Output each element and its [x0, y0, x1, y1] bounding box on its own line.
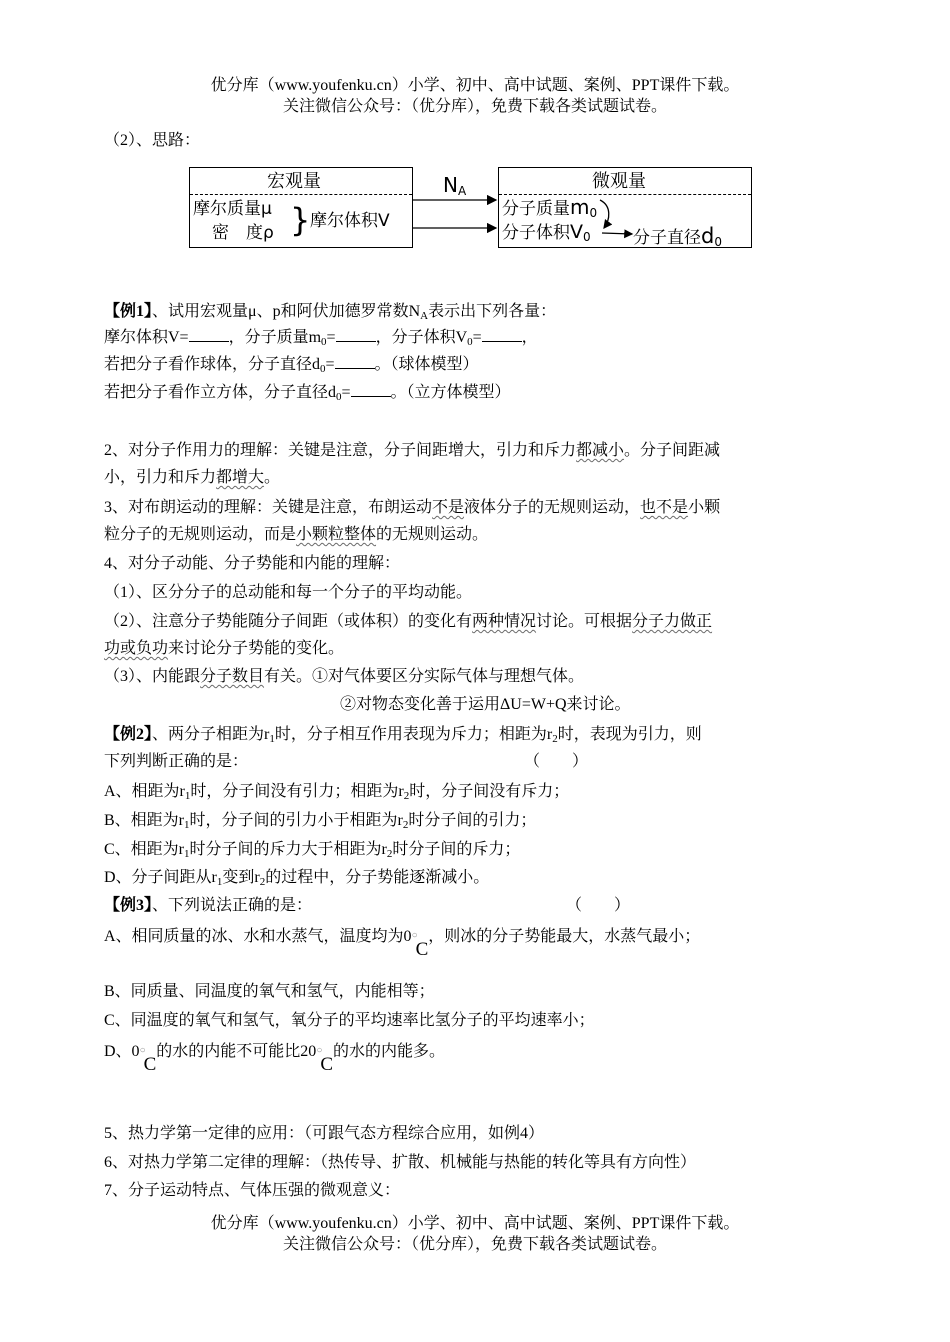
blank-cube-diameter — [351, 382, 391, 397]
section-thinking: （2）、思路： — [104, 132, 201, 149]
blank-molecule-volume — [482, 327, 522, 342]
point-3-line1: 3、对布朗运动的理解：关键是注意，布朗运动不是液体分子的无规则运动，也不是小颗 — [104, 499, 721, 516]
brace: } — [290, 201, 311, 239]
ex3-option-d: D、0○C的水的内能不可能比20○C的水的内能多。 — [104, 1043, 446, 1075]
point-4: 4、对分子动能、分子势能和内能的理解： — [104, 555, 401, 572]
molecule-diameter-label: 分子直径$d_0$ — [633, 224, 722, 249]
blank-molar-volume — [189, 327, 229, 342]
ex1-line2: 摩尔体积V= ，分子质量$m_0=$ ，分子体积$V_0=$ ， — [104, 329, 538, 348]
ex3-option-a: A、相同质量的冰、水和水蒸气，温度均为0○C，则冰的分子势能最大，水蒸气最小； — [104, 928, 701, 960]
micro-title: 微观量 — [592, 171, 646, 192]
micro-divider — [499, 194, 751, 195]
molecule-mass-label: 分子质量$m_0$ — [502, 195, 598, 220]
ex2-line2: 下列判断正确的是： — [104, 753, 249, 770]
macro-title: 宏观量 — [267, 171, 321, 192]
arrows — [412, 185, 502, 235]
ex3-option-b: B、同质量、同温度的氧气和氢气，内能相等； — [104, 983, 435, 1000]
point-6: 6、对热力学第二定律的理解：（热传导、扩散、机械能与热能的转化等具有方向性） — [104, 1154, 697, 1171]
point-4-2-line1: （2）、注意分子势能随分子间距（或体积）的变化有两种情况讨论。可根据分子力做正 — [104, 613, 713, 630]
ex2-option-b: B、相距为$r_1$时，分子间的引力小于相距为$r_2$时分子间的引力； — [104, 812, 537, 831]
blank-sphere-diameter — [335, 354, 375, 369]
point-4-2-line2: 功或负功来讨论分子势能的变化。 — [104, 640, 345, 657]
ex2-option-a: A、相距为$r_1$时，分子间没有引力；相距为$r_2$时，分子间没有斥力； — [104, 783, 570, 802]
footer-line-2: 关注微信公众号：（优分库），免费下载各类试题试卷。 — [282, 1236, 667, 1253]
header-line-1: 优分库（www.youfenku.cn）小学、初中、高中试题、案例、PPT课件下载。 — [210, 77, 740, 94]
ex2-answer-paren: （ ） — [524, 753, 589, 770]
footer-line-1: 优分库（www.youfenku.cn）小学、初中、高中试题、案例、PPT课件下载。 — [210, 1215, 740, 1232]
blank-molecule-mass — [336, 327, 376, 342]
density-label: 密 度ρ — [212, 223, 274, 243]
mass-to-volume-arrow — [600, 200, 609, 228]
point-5: 5、热力学第一定律的应用：（可跟气态方程综合应用，如例4） — [104, 1125, 545, 1142]
ex3-answer-paren: （ ） — [566, 897, 631, 914]
molar-volume-label: 摩尔体积V — [310, 211, 390, 231]
point-7: 7、分子运动特点、气体压强的微观意义： — [104, 1182, 401, 1199]
molar-mass-label: 摩尔质量μ — [193, 199, 272, 219]
point-4-1: （1）、区分分子的总动能和每一个分子的平均动能。 — [104, 584, 473, 601]
macro-divider — [190, 194, 412, 195]
point-4-3-line2: ②对物态变化善于运用ΔU=W+Q来讨论。 — [340, 696, 631, 713]
ex2-option-d: D、分子间距从$r_1$变到$r_2$的过程中，分子势能逐渐减小。 — [104, 869, 490, 888]
ex2-line1: 【例2】、两分子相距为$r_1$时，分子相互作用表现为斥力；相距为$r_2$时，表现为引力，则 — [104, 726, 702, 745]
point-3-line2: 粒分子的无规则运动，而是小颗粒整体的无规则运动。 — [104, 526, 489, 543]
header-line-2: 关注微信公众号：（优分库），免费下载各类试题试卷。 — [282, 98, 667, 115]
molecule-volume-label: 分子体积$V_0$ — [502, 221, 591, 244]
point-4-3-line1: （3）、内能跟分子数目有关。①对气体要区分实际气体与理想气体。 — [104, 668, 585, 685]
ex3-line1: 【例3】、下列说法正确的是： — [104, 897, 313, 914]
point-2-line2: 小，引力和斥力都增大。 — [104, 469, 281, 486]
ex2-option-c: C、相距为$r_1$时分子间的斥力大于相距为$r_2$时分子间的斥力； — [104, 841, 521, 860]
micro-arrows — [578, 196, 638, 242]
ex3-option-c: C、同温度的氧气和氢气，氧分子的平均速率比氢分子的平均速率小； — [104, 1012, 595, 1029]
ex1-line3: 若把分子看作球体，分子直径$d_0=$ 。（球体模型） — [104, 356, 479, 375]
ex1-intro: 【例1】、试用宏观量μ、p和阿伏加德罗常数$N_A$表示出下列各量： — [104, 303, 557, 322]
ex1-line4: 若把分子看作立方体，分子直径$d_0=$ 。（立方体模型） — [104, 384, 511, 403]
avogadro-label: $N_A$ — [443, 173, 467, 198]
point-2-line1: 2、对分子作用力的理解：关键是注意，分子间距增大，引力和斥力都减小。分子间距减 — [104, 442, 721, 459]
volume-to-diameter-arrow — [602, 233, 632, 234]
